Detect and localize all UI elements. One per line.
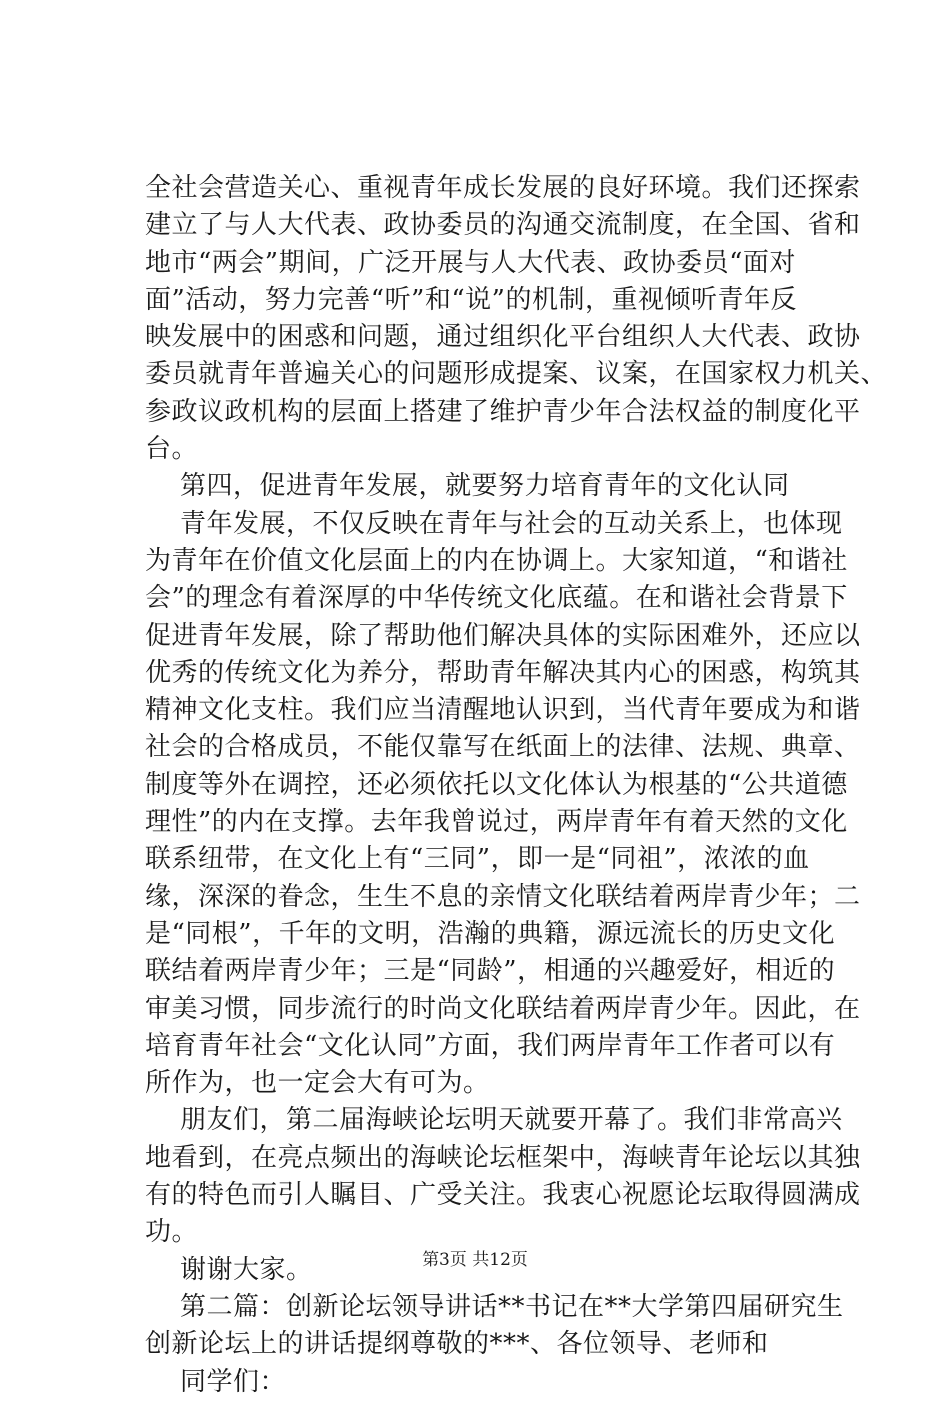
text-line: 是“同根”，千年的文明，浩瀚的典籍，源远流长的历史文化 [145,918,836,949]
text-line: 优秀的传统文化为养分，帮助青年解决其内心的困惑，构筑其 [145,657,861,688]
text-line: 创新论坛上的讲话提纲尊敬的***、各位领导、老师和 [145,1329,769,1360]
text-line: 联结着两岸青少年；三是“同龄”，相通的兴趣爱好，相近的 [145,956,836,987]
page-footer: 第3页 共12页 [422,1250,528,1270]
text-line: 映发展中的困惑和问题，通过组织化平台组织人大代表、政协 [145,322,861,353]
text-line: 功。 [145,1217,199,1248]
text-line: 促进青年发展，除了帮助他们解决具体的实际困难外，还应以 [145,620,861,651]
text-line: 所作为，也一定会大有可为。 [145,1068,490,1099]
text-line: 谢谢大家。 [180,1254,313,1285]
text-line: 培育青年社会“文化认同”方面，我们两岸青年工作者可以有 [145,1030,836,1061]
text-line: 面”活动，努力完善“听”和“说”的机制，重视倾听青年反 [145,284,797,315]
text-line: 地市“两会”期间，广泛开展与人大代表、政协委员“面对 [145,247,796,278]
text-line: 审美习惯，同步流行的时尚文化联结着两岸青少年。因此，在 [145,993,861,1024]
text-line: 同学们： [180,1366,287,1397]
text-line: 朋友们，第二届海峡论坛明天就要开幕了。我们非常高兴 [180,1105,843,1136]
text-line: 青年发展，不仅反映在青年与社会的互动关系上，也体现 [180,508,843,539]
body-text [145,170,888,1401]
text-line: 台。 [145,434,199,465]
text-line: 制度等外在调控，还必须依托以文化体认为根基的“公共道德 [145,769,848,800]
text-line: 为青年在价值文化层面上的内在协调上。大家知道，“和谐社 [145,545,848,576]
text-line: 第二篇：创新论坛领导讲话**书记在**大学第四届研究生 [180,1291,844,1322]
text-line: 联系纽带，在文化上有“三同”，即一是“同祖”，浓浓的血 [145,844,810,875]
text-line: 委员就青年普遍关心的问题形成提案、议案，在国家权力机关、 [145,359,888,390]
text-line: 第四，促进青年发展，就要努力培育青年的文化认同 [180,471,790,502]
text-line: 社会的合格成员，不能仅靠写在纸面上的法律、法规、典章、 [145,732,861,763]
text-line: 建立了与人大代表、政协委员的沟通交流制度，在全国、省和 [145,210,861,241]
text-line: 地看到，在亮点频出的海峡论坛框架中，海峡青年论坛以其独 [145,1142,861,1173]
text-line: 会”的理念有着深厚的中华传统文化底蕴。在和谐社会背景下 [145,583,848,614]
text-line: 参政议政机构的层面上搭建了维护青少年合法权益的制度化平 [145,396,861,427]
text-line: 缘，深深的眷念，生生不息的亲情文化联结着两岸青少年；二 [145,881,861,912]
text-line: 理性”的内在支撑。去年我曾说过，两岸青年有着天然的文化 [145,807,848,838]
text-line: 有的特色而引人瞩目、广受关注。我衷心祝愿论坛取得圆满成 [145,1180,861,1211]
text-line: 精神文化支柱。我们应当清醒地认识到，当代青年要成为和谐 [145,695,861,726]
text-line: 全社会营造关心、重视青年成长发展的良好环境。我们还探索 [145,173,861,203]
